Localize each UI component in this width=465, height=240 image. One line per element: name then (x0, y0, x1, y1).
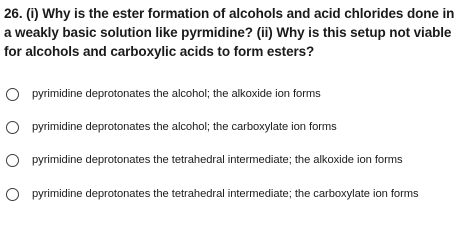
option-label: pyrimidine deprotonates the alcohol; the carboxylate ion forms (32, 121, 337, 133)
option-1[interactable] (6, 84, 321, 104)
radio-button[interactable] (6, 154, 19, 167)
option-4[interactable] (6, 184, 419, 204)
option-label: pyrimidine deprotonates the alcohol; the alkoxide ion forms (32, 88, 321, 100)
option-label: pyrimidine deprotonates the tetrahedral intermediate; the alkoxide ion forms (32, 154, 403, 166)
radio-button[interactable] (6, 121, 19, 134)
radio-button[interactable] (6, 188, 19, 201)
option-2[interactable] (6, 117, 337, 137)
radio-button[interactable] (6, 88, 19, 101)
option-label: pyrimidine deprotonates the tetrahedral intermediate; the carboxylate ion forms (32, 188, 419, 200)
question-text: 26. (i) Why is the ester formation of alcohols and acid chlorides done in a weakly basic solution like pyrmidine? (ii) Why is this setup not viable for alcohols and carboxylic acids to form esters? (4, 6, 455, 59)
option-3[interactable] (6, 150, 403, 170)
